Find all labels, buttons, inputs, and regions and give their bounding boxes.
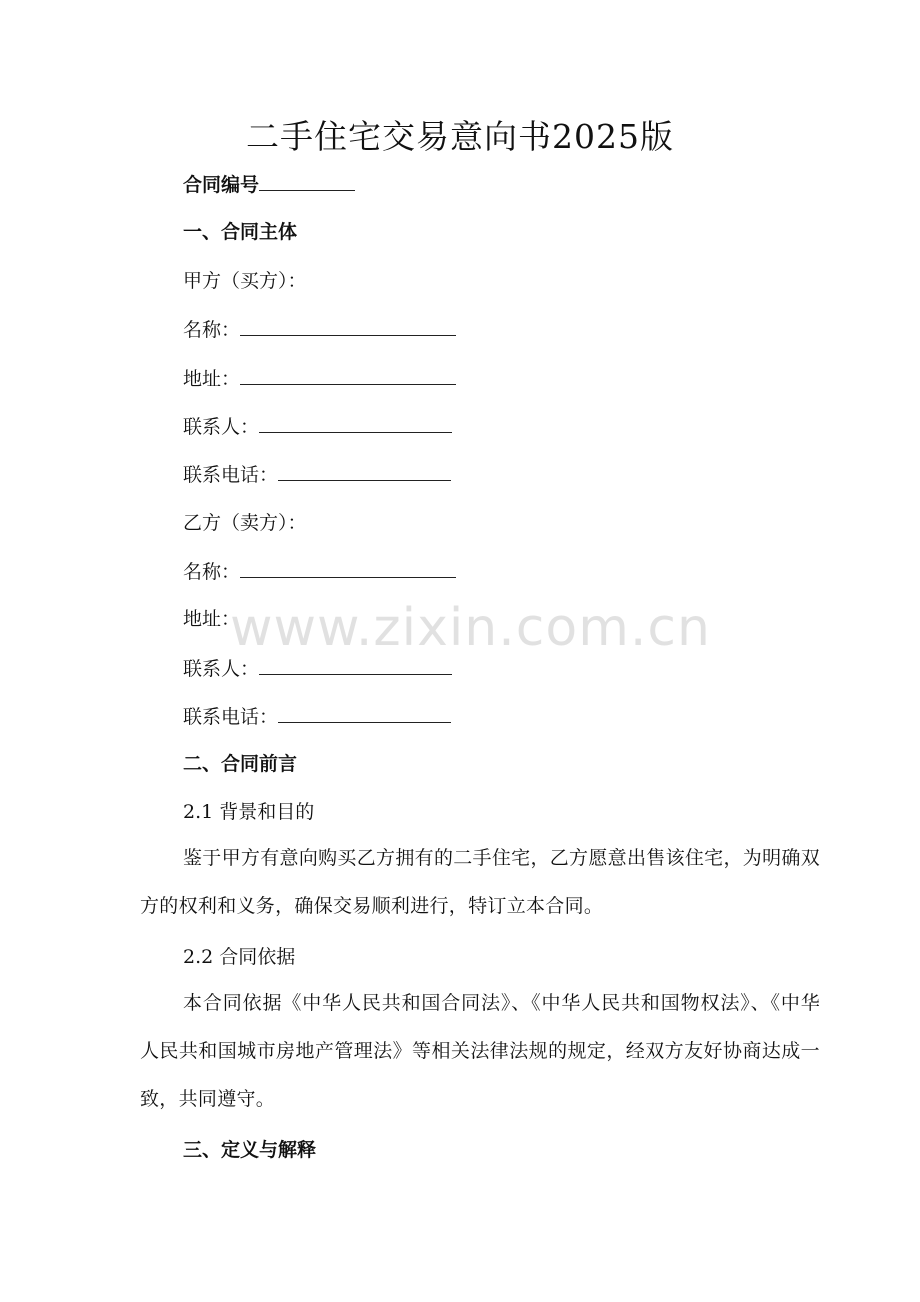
party-b-contact-label: 联系人：: [183, 658, 260, 680]
party-a-name-line: [183, 315, 456, 344]
party-b-address-label: 地址：: [183, 608, 241, 630]
party-a-contact-blank: [259, 412, 452, 433]
subsection-2-2-text: 本合同依据《中华人民共和国合同法》、《中华人民共和国物权法》、《中华人民共和国城市房地产管理法》等相关法律法规的规定，经双方友好协商达成一致，共同遵守。: [140, 992, 820, 1110]
party-b-name-label: 名称：: [183, 561, 241, 583]
party-b-contact-line: [183, 654, 452, 683]
party-b-phone-blank: [278, 702, 451, 723]
document-title: 二手住宅交易意向书2025版: [246, 117, 674, 156]
party-a-contact-line: [183, 412, 452, 441]
section2-heading: 二、合同前言: [183, 753, 298, 775]
watermark: www.zixin.com.cn: [230, 598, 711, 658]
contract-number-blank: [259, 170, 355, 191]
party-a-phone-blank: [278, 460, 451, 481]
party-b-phone-line: [183, 702, 451, 731]
section1-heading: 一、合同主体: [183, 221, 298, 243]
party-b-heading: 乙方（卖方）：: [183, 512, 307, 534]
party-a-address-blank: [240, 364, 456, 385]
section3-heading: 三、定义与解释: [183, 1139, 317, 1161]
subsection-2-2-title: 2.2 合同依据: [183, 946, 296, 968]
party-b-phone-label: 联系电话：: [183, 706, 279, 728]
party-a-name-blank: [240, 315, 456, 336]
subsection-2-1-title: 2.1 背景和目的: [183, 801, 315, 823]
party-b-name-blank: [240, 557, 456, 578]
party-a-address-line: [183, 364, 456, 393]
subsection-2-1-text: 鉴于甲方有意向购买乙方拥有的二手住宅，乙方愿意出售该住宅，为明确双方的权利和义务，确保交易顺利进行，特订立本合同。: [140, 847, 820, 917]
party-a-phone-label: 联系电话：: [183, 464, 279, 486]
party-a-phone-line: [183, 460, 451, 489]
contract-number-label: 合同编号: [183, 174, 260, 196]
party-b-name-line: [183, 557, 456, 586]
party-a-heading: 甲方（买方）：: [183, 270, 307, 292]
party-a-contact-label: 联系人：: [183, 416, 260, 438]
party-a-address-label: 地址：: [183, 368, 241, 390]
contract-number-line: [183, 170, 355, 199]
party-a-name-label: 名称：: [183, 319, 241, 341]
